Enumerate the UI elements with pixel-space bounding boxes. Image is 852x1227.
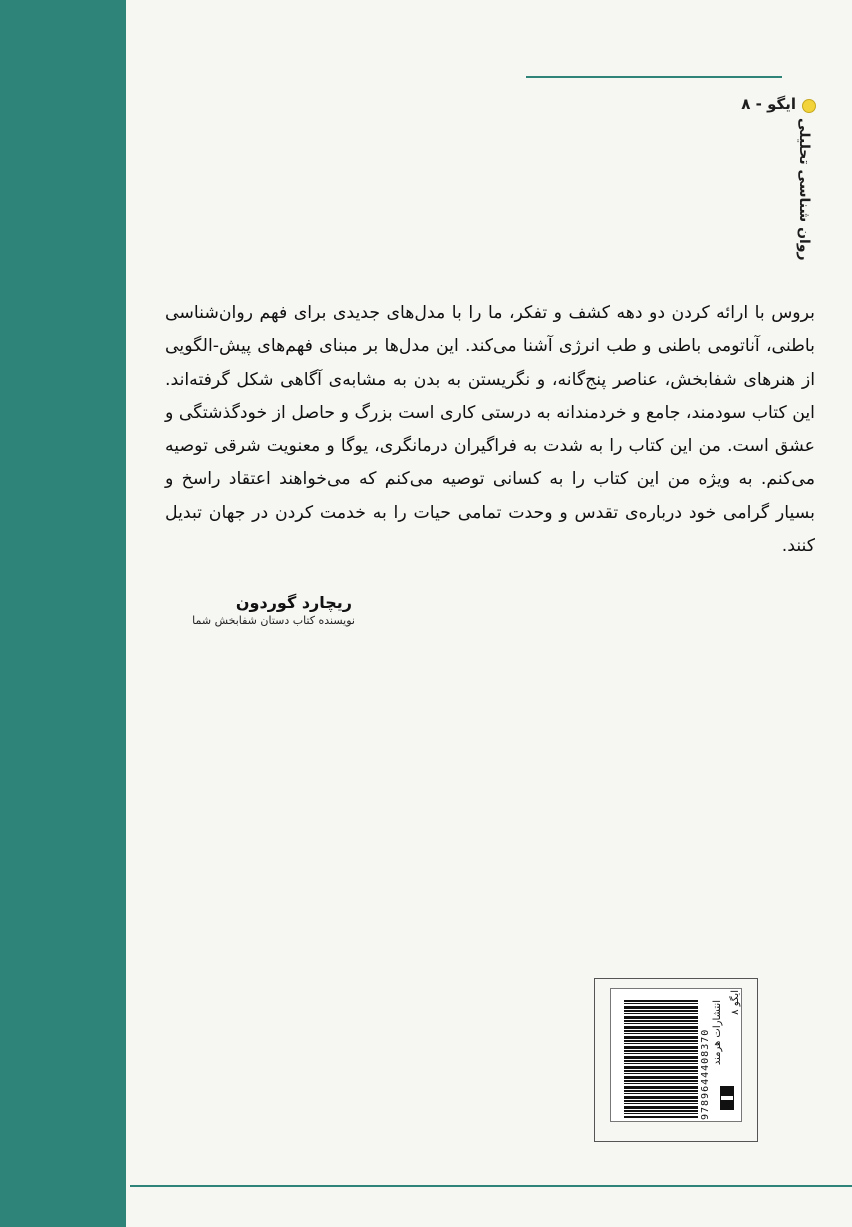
barcode-series-label: ایگو ۸ — [730, 990, 741, 1015]
publisher-label: انتشارات هرمند — [712, 1000, 723, 1066]
endorsement-author: ریچارد گوردون — [235, 593, 352, 612]
barcode-bars — [624, 1000, 698, 1118]
endorsement-role: نویسنده کتاب دستان شفابخش شما — [192, 614, 355, 627]
bottom-divider — [130, 1185, 852, 1187]
blurb-text: بروس با ارائه کردن دو دهه کشف و تفکر، ما را با مدل‌های جدیدی برای فهم روان‌شناسی باطنی، آناتومی باطنی و طب انرژی آشنا می‌کند. این مدل‌ها بر مبنای فهم‌های پیش‌-الگویی از هنرهای شفابخش، عناصر پنج‌گانه، و نگریستن به بدن به مشابه‌ی آگاهی شکل گرفته‌اند. این کتاب سودمند، جامع و خردمندانه به درستی کاری است بزرگ و حاصل از خودگذشتگی و عشق است. من این کتاب را به شدت به فراگیران درمانگری، یوگا و معنویت شرقی توصیه می‌کنم. به ویژه من این کتاب را به کسانی توصیه می‌کنم که می‌خواهند اعتقاد راسخ و بسیار گرامی خود درباره‌ی تقدس و وحدت تمامی حیات را به خدمت کردن در جهان تبدیل کنند. — [165, 303, 815, 557]
series-dot-icon — [802, 99, 816, 113]
series-label: ایگو - ۸ — [741, 95, 796, 113]
series-subtitle: روان شناسی تحلیلی — [796, 118, 812, 261]
isbn-number: 9789644408370 — [700, 1028, 711, 1120]
publisher-logo-icon — [720, 1086, 734, 1110]
top-divider — [526, 76, 782, 78]
book-spine — [0, 0, 126, 1227]
